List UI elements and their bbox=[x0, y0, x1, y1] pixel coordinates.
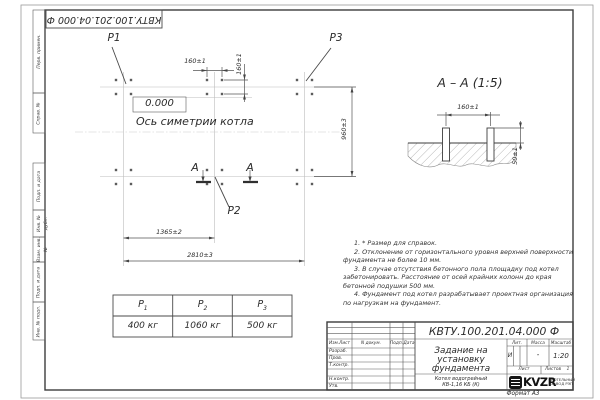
doc-title-line3: фундамента bbox=[431, 363, 491, 374]
anchor-bolt-right bbox=[487, 128, 494, 161]
dim-160-vertical: 160±1 bbox=[234, 53, 243, 75]
note-3: 3. В случае отсутствия бетонного пола площадку под котел забетонировать. Расстояние от осей крайних колонн до края бетонной подушки 500 мм. bbox=[343, 264, 559, 290]
dim-960: 960±3 bbox=[340, 118, 348, 140]
col-header-sign: Подп. bbox=[390, 341, 404, 346]
anchor-bolt-left bbox=[443, 128, 450, 161]
row-label-nkontr: Н.контр. bbox=[329, 377, 350, 382]
header-masshtab: Масштаб bbox=[550, 340, 572, 346]
format-label: Формат А3 bbox=[506, 391, 540, 397]
load-value-p1: 400 кг bbox=[127, 321, 158, 331]
doc-title-line1: Задание на bbox=[434, 345, 488, 356]
margin-label-podp-data-2: Подп. и дата bbox=[36, 266, 42, 298]
row-label-razrab: Разраб. bbox=[329, 349, 348, 354]
note-2: 2. Отклонение от горизонтального уровня верхней поверхности фундамента не более 10 мм. bbox=[343, 247, 574, 265]
section-dim-160: 160±1 bbox=[457, 102, 479, 111]
margin-label-vzam-inv: Взам. инв. № bbox=[36, 237, 49, 262]
symmetry-axis-label: Ось симетрии котла bbox=[136, 115, 254, 128]
load-point-p3-label: P3 bbox=[329, 32, 343, 44]
label-listov: Листов bbox=[544, 367, 562, 373]
section-letter-left: А bbox=[191, 161, 199, 174]
dim-160-horizontal: 160±1 bbox=[184, 56, 206, 65]
section-view-drawing bbox=[408, 112, 524, 167]
title-block-doc-title bbox=[416, 347, 506, 375]
dim-2810: 2810±3 bbox=[187, 250, 213, 259]
doc-title-line2: установку bbox=[437, 354, 485, 365]
product-line1: Котел водогрейный bbox=[434, 375, 488, 382]
doc-number-stamp: КВТУ.100.201.04.000 Ф bbox=[46, 14, 162, 25]
product-line2: КВ-1,16 КБ (К) bbox=[442, 381, 480, 388]
header-lit: Лит. bbox=[512, 340, 522, 346]
note-1: 1. * Размер для справок. bbox=[354, 239, 437, 247]
load-point-p2-label: P2 bbox=[227, 205, 241, 217]
kvzr-logo-icon bbox=[509, 376, 522, 389]
concrete-pad bbox=[408, 143, 516, 167]
p2-subscript: 2 bbox=[203, 304, 208, 312]
title-block-designation: КВТУ.100.201.04.000 Ф bbox=[428, 324, 560, 338]
row-label-prov: Пров. bbox=[329, 356, 343, 361]
value-listov: 1 bbox=[566, 367, 570, 373]
p3-symbol: P bbox=[257, 299, 264, 310]
dim-1365: 1365±2 bbox=[156, 227, 182, 236]
load-value-p2: 1060 кг bbox=[184, 321, 221, 331]
p1-subscript: 1 bbox=[143, 304, 148, 312]
margin-label-sprav-n: Справ. № bbox=[36, 101, 42, 125]
section-letter-right: А bbox=[246, 161, 254, 174]
margin-label-inv-dubl: Инв. № дубл. bbox=[36, 215, 49, 232]
load-table-header-p3 bbox=[232, 299, 292, 312]
margin-label-perv-primen: Перв. примен. bbox=[36, 34, 42, 69]
elevation-mark: 0.000 bbox=[145, 98, 174, 109]
title-block-product bbox=[416, 376, 506, 388]
p1-symbol: P bbox=[138, 299, 144, 310]
load-table-header-p1 bbox=[113, 299, 173, 312]
margin-label-podp-data-1: Подп. и дата bbox=[36, 170, 42, 203]
row-label-tkontr: Т.контр. bbox=[329, 363, 349, 368]
company-line1: КОТЕЛЬНЫЙ bbox=[551, 377, 576, 382]
col-header-date: Дата bbox=[403, 341, 415, 346]
section-dim-50: 50±1 bbox=[510, 146, 519, 165]
brand-kvzr: KVZR bbox=[523, 375, 557, 389]
load-table-header-p2 bbox=[173, 299, 233, 312]
row-label-utv: Утв. bbox=[329, 384, 339, 389]
p3-subscript: 3 bbox=[263, 304, 267, 312]
load-point-p1-label: P1 bbox=[107, 32, 121, 44]
company-name bbox=[551, 378, 575, 387]
company-line2: ЗАВОД РЭП bbox=[551, 381, 573, 386]
col-header-doc: N докум. bbox=[361, 341, 381, 346]
p2-symbol: P bbox=[197, 299, 204, 310]
value-massa: - bbox=[536, 351, 540, 359]
margin-label-inv-podl: Инв. № подл. bbox=[36, 305, 42, 337]
section-view-title: А – А (1:5) bbox=[437, 75, 503, 90]
notes-block bbox=[343, 239, 574, 308]
load-value-p3: 500 кг bbox=[247, 321, 278, 331]
note-4: 4. Фундамент под котел разрабатывает проектная организация по нагрузкам на фундамент. bbox=[343, 290, 573, 308]
header-massa: Масса bbox=[531, 340, 545, 346]
col-header-izm-list: Изм.Лист bbox=[329, 341, 350, 346]
value-masshtab: 1:20 bbox=[553, 352, 569, 360]
value-lit: И bbox=[507, 352, 513, 359]
label-list: Лист bbox=[518, 367, 530, 373]
